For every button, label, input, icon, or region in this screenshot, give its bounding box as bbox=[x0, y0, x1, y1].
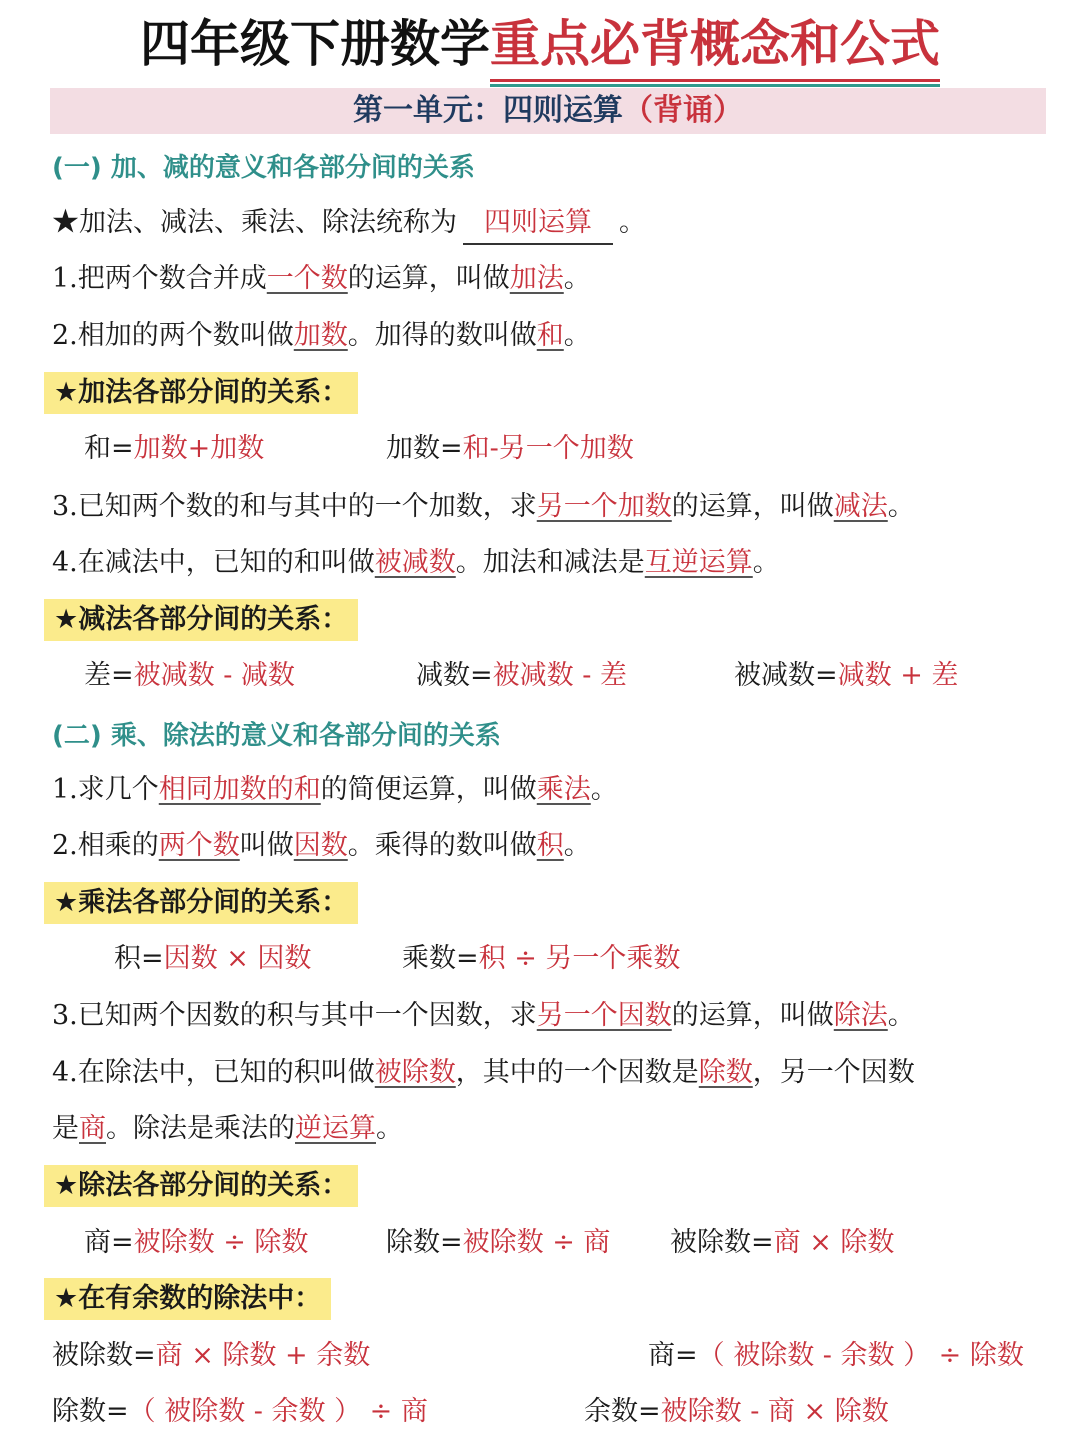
page-title bbox=[0, 10, 1080, 78]
answer-text: 商 bbox=[79, 1113, 106, 1144]
text-segment: 。 bbox=[590, 774, 618, 805]
answer-text: 和 bbox=[536, 320, 564, 351]
text-segment: 的运算，叫做 bbox=[671, 1000, 834, 1031]
formula bbox=[584, 1387, 889, 1437]
minuend-line bbox=[52, 538, 1042, 588]
text-segment: 。 bbox=[563, 320, 591, 351]
formula-lhs: 商= bbox=[648, 1340, 698, 1371]
text-segment: 的运算，叫做 bbox=[671, 491, 834, 522]
addition-definition-line bbox=[52, 254, 1042, 304]
section-heading-1: (一) 加、减的意义和各部分间的关系 bbox=[52, 153, 475, 183]
answer-text: 另一个加数 bbox=[536, 491, 672, 522]
text-segment: 4.在减法中，已知的和叫做 bbox=[52, 547, 375, 578]
answer-text: 积 bbox=[536, 830, 564, 861]
formula-rhs: 商 × 除数 + 余数 bbox=[155, 1340, 371, 1371]
text-segment: 1.求几个 bbox=[52, 774, 159, 805]
text-segment: 的运算，叫做 bbox=[347, 263, 510, 294]
subtraction-formulas bbox=[84, 651, 984, 701]
answer-text: 除数 bbox=[698, 1057, 753, 1088]
formula bbox=[84, 1218, 308, 1268]
text-segment: 。加法和减法是 bbox=[455, 547, 645, 578]
text-segment: 叫做 bbox=[239, 830, 294, 861]
text-segment: 。 bbox=[887, 491, 915, 522]
text-segment: 。 bbox=[887, 1000, 915, 1031]
factor-product-line bbox=[52, 821, 1042, 871]
remainder-formulas-row-1 bbox=[52, 1331, 1042, 1381]
answer-text: 加数 bbox=[293, 320, 348, 351]
text-segment: 的简便运算，叫做 bbox=[320, 774, 537, 805]
formula-rhs: 被除数 - 商 × 除数 bbox=[660, 1396, 889, 1427]
formula-lhs: 被除数= bbox=[670, 1227, 774, 1258]
formula-rhs: 商 × 除数 bbox=[773, 1227, 895, 1258]
text-segment: 是 bbox=[52, 1113, 79, 1144]
text-segment: 2.相乘的 bbox=[52, 830, 159, 861]
multiplication-definition-line bbox=[52, 765, 1042, 815]
text-segment: 。 bbox=[376, 1113, 403, 1144]
formula bbox=[84, 424, 264, 474]
formula-lhs: 减数= bbox=[416, 660, 493, 691]
addition-relation-label: ★加法各部分间的关系： bbox=[44, 372, 358, 414]
answer-text: 被减数 bbox=[374, 547, 456, 578]
dividend-line bbox=[52, 1048, 1042, 1098]
answer-text: 减法 bbox=[833, 491, 888, 522]
answer-text: 相同加数的和 bbox=[158, 774, 321, 805]
quotient-line bbox=[52, 1104, 1042, 1154]
text-segment: 。 bbox=[752, 547, 780, 578]
unit-banner-label: 第一单元：四则运算 bbox=[353, 93, 623, 128]
text-segment: 。 bbox=[563, 830, 591, 861]
four-operations-end: 。 bbox=[619, 207, 646, 238]
formula-lhs: 除数= bbox=[52, 1396, 129, 1427]
section-heading-2: (二) 乘、除法的意义和各部分间的关系 bbox=[52, 721, 501, 751]
remainder-formulas-row-2 bbox=[52, 1387, 1042, 1437]
formula-rhs: 积 ÷ 另一个乘数 bbox=[478, 943, 681, 974]
formula-lhs: 商= bbox=[84, 1227, 134, 1258]
formula-lhs: 被减数= bbox=[734, 660, 838, 691]
formula bbox=[386, 1218, 610, 1268]
division-definition-line bbox=[52, 991, 1042, 1041]
four-operations-answer: 四则运算 bbox=[463, 203, 613, 245]
formula-lhs: 被除数= bbox=[52, 1340, 156, 1371]
unit-banner bbox=[50, 88, 1046, 134]
division-formulas bbox=[84, 1218, 984, 1268]
addition-formulas bbox=[84, 424, 984, 474]
formula bbox=[734, 651, 958, 701]
formula-rhs: （ 被除数 - 余数 ） ÷ 除数 bbox=[697, 1340, 1024, 1371]
text-segment: 1.把两个数合并成 bbox=[52, 263, 267, 294]
subtraction-definition-line bbox=[52, 482, 1042, 532]
formula-rhs: 被除数 ÷ 商 bbox=[462, 1227, 611, 1258]
formula-lhs: 余数= bbox=[584, 1396, 661, 1427]
formula bbox=[386, 424, 634, 474]
formula-rhs: 被减数 - 减数 bbox=[133, 660, 295, 691]
formula-rhs: 因数 × 因数 bbox=[163, 943, 312, 974]
formula-lhs: 差= bbox=[84, 660, 134, 691]
answer-text: 加法 bbox=[509, 263, 564, 294]
unit-banner-paren-close: ） bbox=[713, 93, 743, 128]
answer-text: 因数 bbox=[293, 830, 348, 861]
text-segment: 。除法是乘法的 bbox=[106, 1113, 295, 1144]
text-segment: 4.在除法中，已知的积叫做 bbox=[52, 1057, 375, 1088]
remainder-division-label: ★在有余数的除法中： bbox=[44, 1278, 331, 1320]
formula bbox=[416, 651, 627, 701]
text-segment: 。 bbox=[563, 263, 591, 294]
multiplication-formulas bbox=[114, 934, 994, 984]
answer-text: 一个数 bbox=[266, 263, 348, 294]
formula-lhs: 除数= bbox=[386, 1227, 463, 1258]
text-segment: 3.已知两个因数的积与其中一个因数，求 bbox=[52, 1000, 537, 1031]
formula bbox=[670, 1218, 894, 1268]
formula-rhs: 被减数 - 差 bbox=[492, 660, 627, 691]
answer-text: 乘法 bbox=[536, 774, 591, 805]
formula bbox=[648, 1331, 1024, 1381]
answer-text: 两个数 bbox=[158, 830, 240, 861]
answer-text: 另一个因数 bbox=[536, 1000, 672, 1031]
text-segment: 。乘得的数叫做 bbox=[347, 830, 537, 861]
title-part-red: 重点必背概念和公式 bbox=[490, 10, 940, 78]
text-segment: 2.相加的两个数叫做 bbox=[52, 320, 294, 351]
text-segment: ，其中的一个因数是 bbox=[455, 1057, 699, 1088]
addend-sum-line bbox=[52, 311, 1042, 361]
formula-lhs: 乘数= bbox=[402, 943, 479, 974]
title-part-black: 四年级下册数学 bbox=[140, 15, 490, 73]
multiplication-relation-label: ★乘法各部分间的关系： bbox=[44, 882, 358, 924]
unit-banner-paren-open: （ bbox=[623, 93, 653, 128]
formula-rhs: 被除数 ÷ 除数 bbox=[133, 1227, 309, 1258]
answer-text: 被除数 bbox=[374, 1057, 456, 1088]
answer-text: 除法 bbox=[833, 1000, 888, 1031]
formula-lhs: 和= bbox=[84, 433, 134, 464]
formula-rhs: 和-另一个加数 bbox=[462, 433, 634, 464]
formula bbox=[402, 934, 680, 984]
formula bbox=[52, 1387, 428, 1437]
formula bbox=[114, 934, 311, 984]
answer-text: 互逆运算 bbox=[644, 547, 753, 578]
four-operations-text: ★加法、减法、乘法、除法统称为 bbox=[52, 207, 457, 238]
division-relation-label: ★除法各部分间的关系： bbox=[44, 1165, 358, 1207]
text-segment: ，另一个因数 bbox=[752, 1057, 915, 1088]
formula-rhs: 减数 + 差 bbox=[837, 660, 959, 691]
subtraction-relation-label: ★减法各部分间的关系： bbox=[44, 599, 358, 641]
formula-rhs: （ 被除数 - 余数 ） ÷ 商 bbox=[128, 1396, 428, 1427]
text-segment: 。加得的数叫做 bbox=[347, 320, 537, 351]
formula bbox=[84, 651, 295, 701]
formula-rhs: 加数+加数 bbox=[133, 433, 265, 464]
four-operations-line bbox=[52, 198, 1042, 248]
formula-lhs: 积= bbox=[114, 943, 164, 974]
formula bbox=[52, 1331, 370, 1381]
unit-banner-paren-text: 背诵 bbox=[653, 93, 713, 128]
text-segment: 3.已知两个数的和与其中的一个加数，求 bbox=[52, 491, 537, 522]
answer-text: 逆运算 bbox=[295, 1113, 376, 1144]
formula-lhs: 加数= bbox=[386, 433, 463, 464]
